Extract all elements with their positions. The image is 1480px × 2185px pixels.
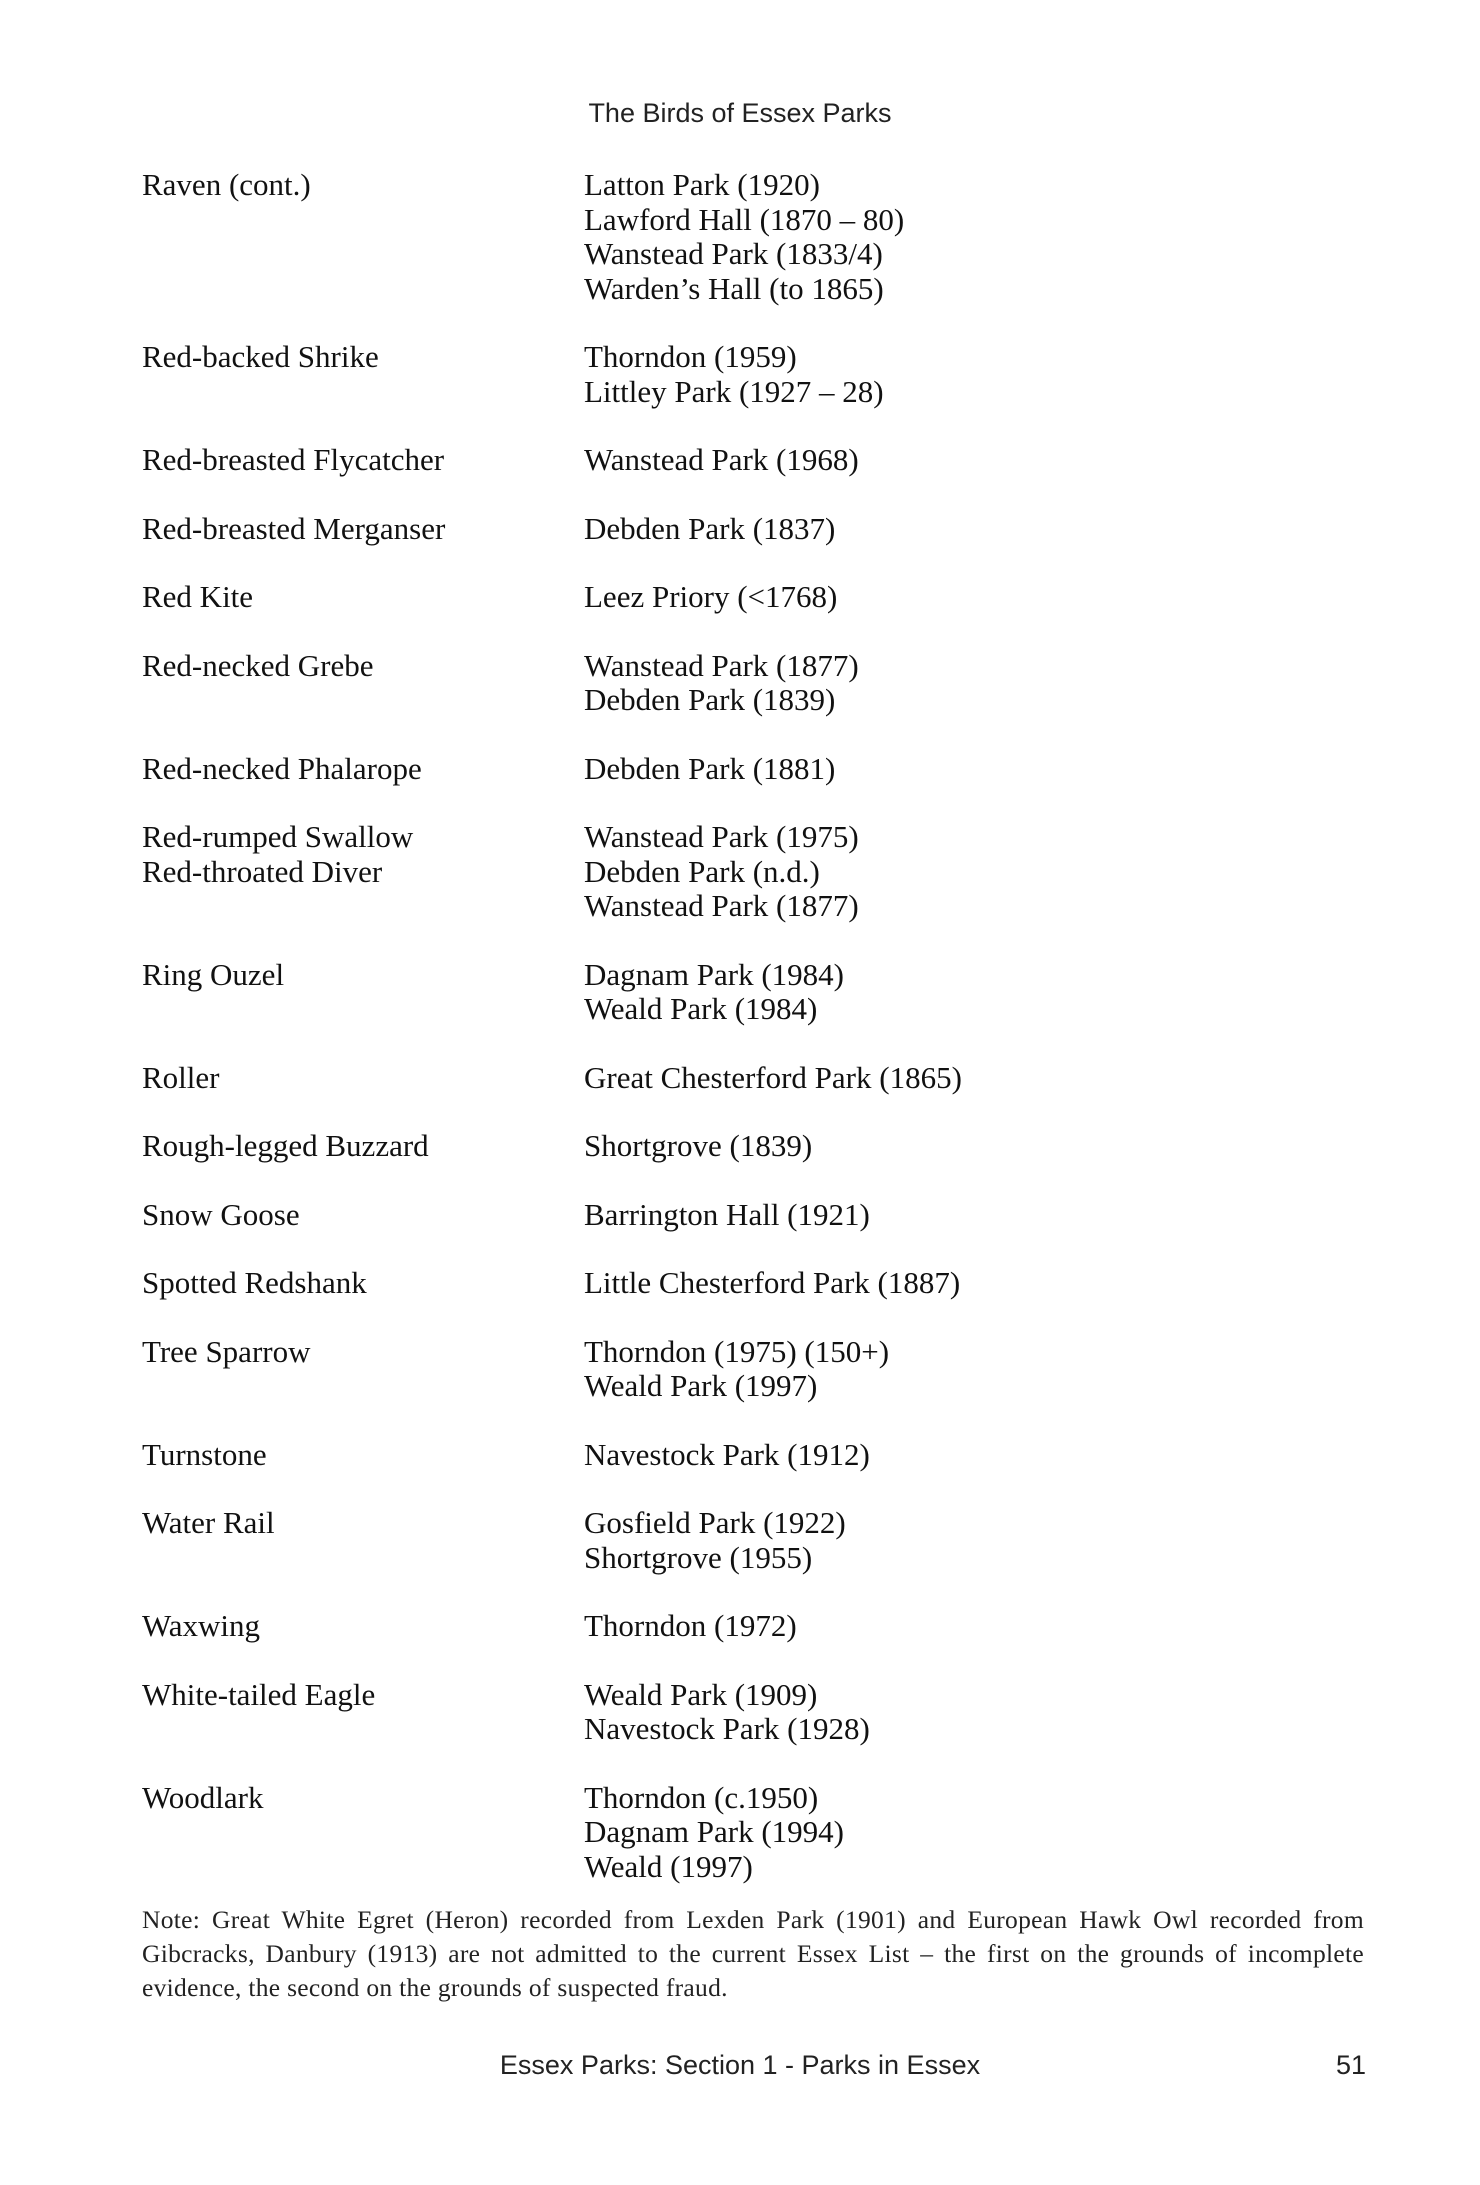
species-name: Waxwing xyxy=(142,1608,261,1643)
page-header: The Birds of Essex Parks xyxy=(588,98,892,128)
site-record: Thorndon (c.1950) xyxy=(584,1779,819,1815)
species-name: Roller xyxy=(142,1059,220,1095)
species-name: Raven (cont.) xyxy=(142,167,311,202)
site-record: Little Chesterford Park (1887) xyxy=(584,1265,961,1300)
species-name: Rough-legged Buzzard xyxy=(142,1128,429,1163)
site-list xyxy=(584,1438,1372,1473)
species-entry xyxy=(142,1061,1372,1096)
site-record: Debden Park (n.d.) xyxy=(584,853,820,889)
site-list xyxy=(584,1061,1372,1096)
species-entry xyxy=(142,1678,1372,1747)
site-record: Thorndon (1959) xyxy=(584,339,797,374)
species-entry xyxy=(142,1198,1372,1233)
site-record: Debden Park (1837) xyxy=(584,510,836,546)
site-record: Wanstead Park (1968) xyxy=(584,442,859,477)
species-entry xyxy=(142,649,1372,718)
footer-title: Essex Parks: Section 1 - Parks in Essex xyxy=(499,2050,981,2080)
site-list xyxy=(584,855,1372,924)
species-entry xyxy=(142,1129,1372,1164)
species-list xyxy=(142,168,1372,1884)
site-record: Shortgrove (1839) xyxy=(584,1128,813,1163)
site-record: Shortgrove (1955) xyxy=(584,1539,813,1575)
species-name: Red-rumped Swallow xyxy=(142,819,414,854)
site-record: Debden Park (1881) xyxy=(584,750,836,786)
species-entry xyxy=(142,855,1372,924)
species-name: Water Rail xyxy=(142,1505,275,1540)
species-name: Red-throated Diver xyxy=(142,853,383,889)
species-entry xyxy=(142,443,1372,478)
site-record: Great Chesterford Park (1865) xyxy=(584,1059,962,1095)
species-entry xyxy=(142,580,1372,615)
species-name: Red-necked Grebe xyxy=(142,647,374,683)
site-list xyxy=(584,649,1372,718)
species-name: Red-necked Phalarope xyxy=(142,750,422,786)
site-record: Dagnam Park (1994) xyxy=(584,1814,844,1849)
species-name: Red Kite xyxy=(142,579,254,614)
page-number: 51 xyxy=(1336,2050,1367,2080)
species-entry xyxy=(142,958,1372,1027)
site-record: Wanstead Park (1975) xyxy=(584,819,859,854)
site-record: Thorndon (1972) xyxy=(584,1608,797,1643)
species-entry xyxy=(142,752,1372,787)
species-entry xyxy=(142,1438,1372,1473)
species-name: Turnstone xyxy=(142,1436,267,1472)
site-record: Wanstead Park (1877) xyxy=(584,888,859,923)
species-name: Woodlark xyxy=(142,1779,264,1815)
site-list xyxy=(584,340,1372,409)
site-list xyxy=(584,1609,1372,1644)
site-record: Lawford Hall (1870 – 80) xyxy=(584,201,905,237)
site-record: Navestock Park (1928) xyxy=(584,1711,870,1746)
species-entry xyxy=(142,512,1372,547)
species-entry xyxy=(142,1609,1372,1644)
site-record: Latton Park (1920) xyxy=(584,167,820,202)
site-record: Debden Park (1839) xyxy=(584,682,836,717)
site-record: Dagnam Park (1984) xyxy=(584,956,844,992)
site-list xyxy=(584,512,1372,547)
site-list xyxy=(584,1678,1372,1747)
species-name: Snow Goose xyxy=(142,1196,300,1232)
site-record: Weald Park (1909) xyxy=(584,1676,818,1712)
species-entry xyxy=(142,340,1372,409)
site-record: Weald Park (1984) xyxy=(584,991,818,1026)
site-list xyxy=(584,1198,1372,1233)
species-name: Spotted Redshank xyxy=(142,1265,367,1300)
site-list xyxy=(584,1506,1372,1575)
site-list xyxy=(584,1781,1372,1885)
site-list xyxy=(584,1266,1372,1301)
site-list xyxy=(584,1335,1372,1404)
site-list xyxy=(584,820,1372,855)
site-record: Barrington Hall (1921) xyxy=(584,1196,870,1232)
site-record: Wanstead Park (1877) xyxy=(584,647,859,683)
species-entry xyxy=(142,1781,1372,1885)
species-name: Tree Sparrow xyxy=(142,1333,311,1369)
site-record: Leez Priory (<1768) xyxy=(584,579,838,614)
species-entry xyxy=(142,168,1372,306)
species-entry xyxy=(142,1335,1372,1404)
species-entry xyxy=(142,1266,1372,1301)
site-list xyxy=(584,752,1372,787)
site-record: Littley Park (1927 – 28) xyxy=(584,373,884,409)
species-entry xyxy=(142,820,1372,855)
species-name: Red-breasted Merganser xyxy=(142,510,446,546)
species-name: Red-backed Shrike xyxy=(142,339,379,374)
site-record: Thorndon (1975) (150+) xyxy=(584,1333,890,1369)
site-record: Weald Park (1997) xyxy=(584,1368,818,1403)
species-entry xyxy=(142,1506,1372,1575)
species-name: Ring Ouzel xyxy=(142,956,285,992)
site-record: Navestock Park (1912) xyxy=(584,1436,870,1472)
species-name: White-tailed Eagle xyxy=(142,1676,376,1712)
site-record: Weald (1997) xyxy=(584,1848,753,1884)
site-record: Wanstead Park (1833/4) xyxy=(584,236,883,271)
site-list xyxy=(584,580,1372,615)
footnote: Note: Great White Egret (Heron) recorded from Lexden Park (1901) and European Hawk Owl recorded from Gibcracks, Danbury (1913) are not admitted to the current Essex List – the first on the grounds of incomplete evidence, the second on the grounds of suspected fraud. xyxy=(142,1905,1364,2002)
site-list xyxy=(584,443,1372,478)
site-record: Warden’s Hall (to 1865) xyxy=(584,270,884,306)
site-list xyxy=(584,958,1372,1027)
site-list xyxy=(584,168,1372,306)
site-list xyxy=(584,1129,1372,1164)
site-record: Gosfield Park (1922) xyxy=(584,1505,846,1540)
species-name: Red-breasted Flycatcher xyxy=(142,442,445,477)
